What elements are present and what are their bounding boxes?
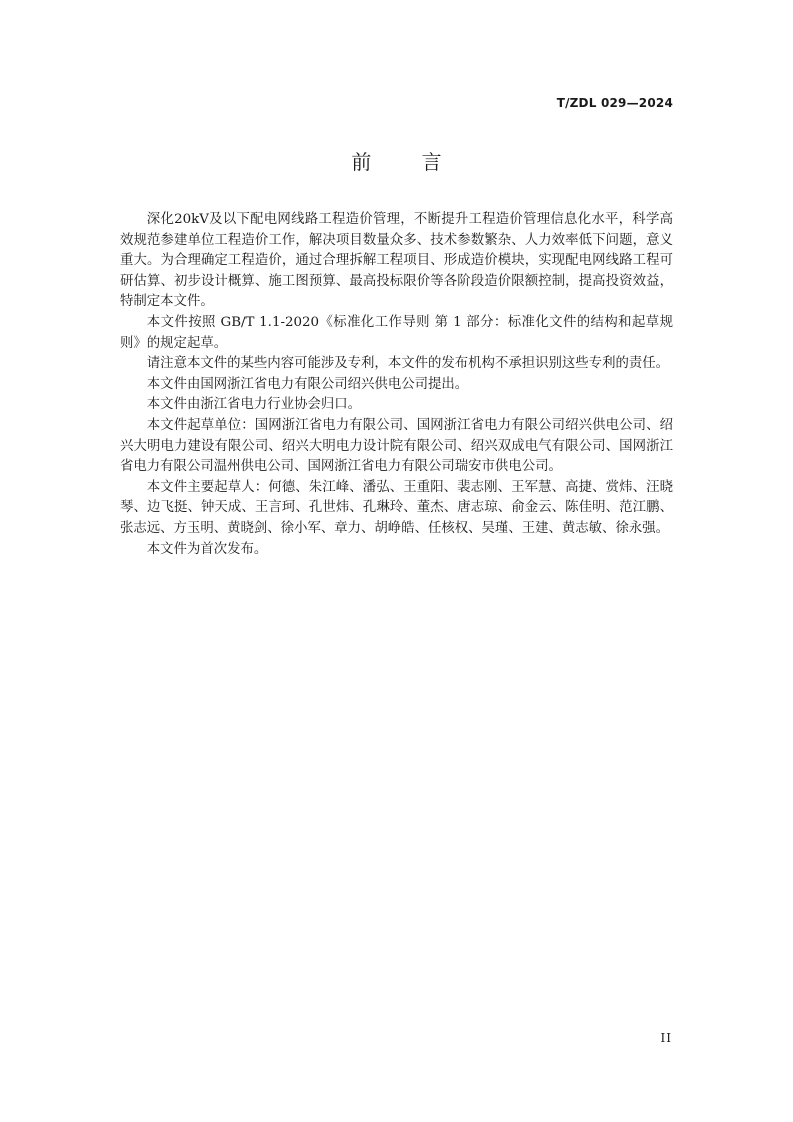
paragraph-drafting-rules: 本文件按照 GB/T 1.1-2020《标准化工作导则 第 1 部分：标准化文件的结构和起草规则》的规定起草。: [120, 314, 673, 351]
page-number: II: [660, 1031, 672, 1045]
paragraph-first-release: 本文件为首次发布。: [146, 541, 268, 557]
paragraph-centralized-unit: 本文件由浙江省电力行业协会归口。: [146, 397, 362, 413]
paragraph-proposer: 本文件由国网浙江省电力有限公司绍兴供电公司提出。: [146, 376, 469, 392]
document-code: T/ZDL 029—2024: [556, 96, 673, 110]
paragraph-purpose: 深化20kV及以下配电网线路工程造价管理，不断提升工程造价管理信息化水平，科学高效规范参建单位工程造价工作，解决项目数量众多、技术参数繁杂、人力效率低下问题，意义重大。为合理确定工程造价，通过合理拆解工程项目、形成造价模块，实现配电网线路工程可研估算、初步设计概算、施工图预算、最高投标限价等各阶段造价限额控制，提高投资效益，特制定本文件。: [120, 212, 673, 310]
page-title: 前 言: [351, 150, 464, 174]
paragraph-drafters: 本文件主要起草人：何德、朱江峰、潘弘、王重阳、裴志刚、王军慧、高捷、赏炜、汪晓琴、边飞挺、钟天成、王言珂、孔世炜、孔琳玲、董杰、唐志琼、俞金云、陈佳明、范江鹏、张志远、方玉明、黄晓剑、徐小军、章力、胡峥皓、任核权、吴瑾、王建、黄志敏、徐永强。: [120, 479, 673, 536]
paragraph-patent-notice: 请注意本文件的某些内容可能涉及专利，本文件的发布机构不承担识别这些专利的责任。: [146, 356, 670, 372]
foreword-body: [120, 210, 673, 560]
paragraph-drafting-units: 本文件起草单位：国网浙江省电力有限公司、国网浙江省电力有限公司绍兴供电公司、绍兴大明电力建设有限公司、绍兴大明电力设计院有限公司、绍兴双成电气有限公司、国网浙江省电力有限公司温州供电公司、国网浙江省电力有限公司瑞安市供电公司。: [120, 417, 673, 475]
